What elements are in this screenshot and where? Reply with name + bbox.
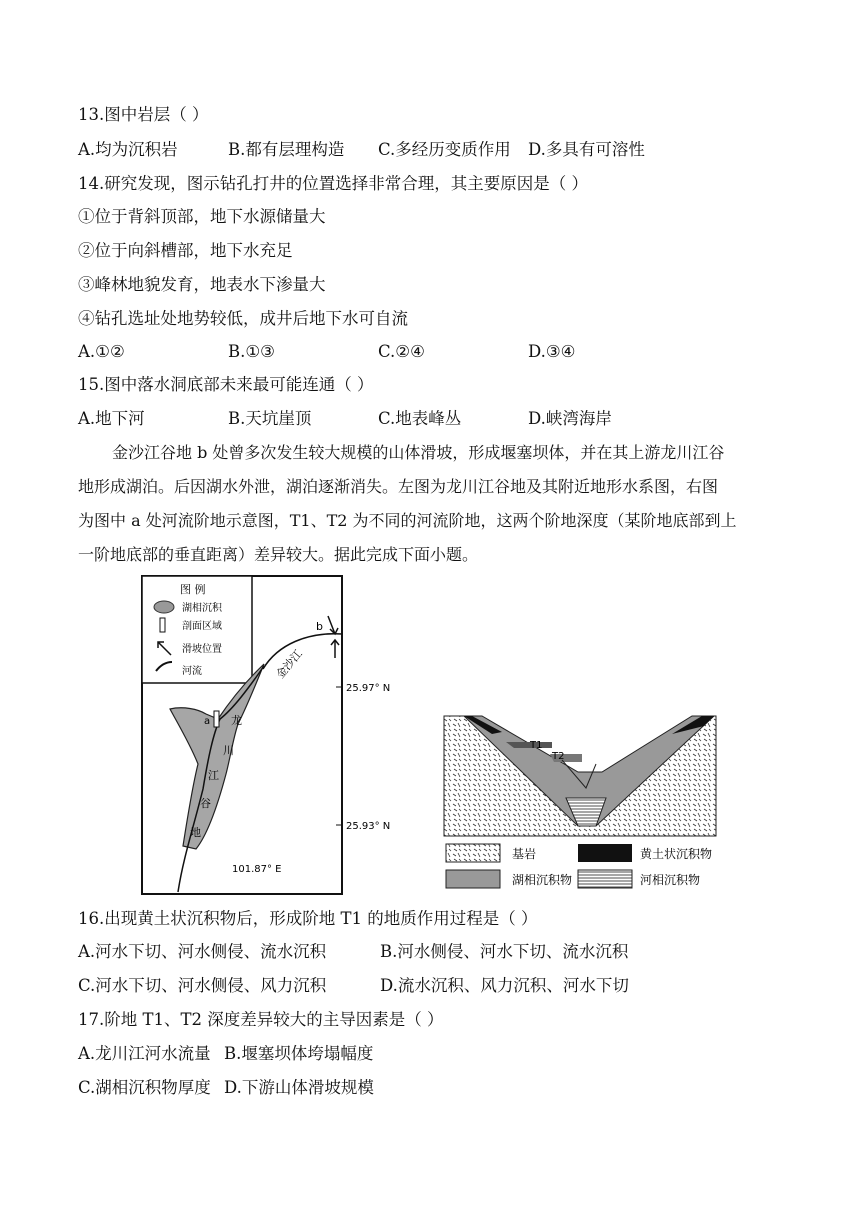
longitude-label: 101.87° E xyxy=(232,864,282,875)
question-16-stem: 16.出现黄土状沉积物后，形成阶地 T1 的地质作用过程是（ ） xyxy=(78,909,538,928)
profile-area-marker xyxy=(214,711,219,727)
q13-option-d[interactable]: D.多具有可溶性 xyxy=(528,140,645,159)
map-legend-item-3: 滑坡位置 xyxy=(182,644,222,655)
q14-statement-4: ④钻孔选址处地势较低，成井后地下水可自流 xyxy=(78,309,408,328)
section-legend-1: 基岩 xyxy=(512,847,537,861)
q16-option-d[interactable]: D.流水沉积、风力沉积、河水下切 xyxy=(380,976,629,995)
bedrock-legend-swatch xyxy=(446,844,500,862)
passage-line-1: 金沙江谷地 b 处曾多次发生较大规模的山体滑坡，形成堰塞坝体，并在其上游龙川江谷 xyxy=(112,443,725,462)
map-legend-title: 图 例 xyxy=(180,583,206,596)
q17-option-c[interactable]: C.湖相沉积物厚度 xyxy=(78,1078,211,1097)
q16-option-c[interactable]: C.河水下切、河水侧侵、风力沉积 xyxy=(78,976,327,995)
loess-legend-swatch xyxy=(578,844,632,862)
q13-option-b[interactable]: B.都有层理构造 xyxy=(228,140,345,159)
lake-sediment-legend-symbol xyxy=(154,601,174,613)
valley-label-char-5: 地 xyxy=(190,826,201,839)
q14-option-a[interactable]: A.①② xyxy=(78,342,125,361)
q15-option-d[interactable]: D.峡湾海岸 xyxy=(528,409,612,428)
valley-map-figure xyxy=(138,574,418,896)
question-17-stem: 17.阶地 T1、T2 深度差异较大的主导因素是（ ） xyxy=(78,1010,444,1029)
q14-option-d[interactable]: D.③④ xyxy=(528,342,576,361)
question-15-stem: 15.图中落水洞底部未来最可能连通（ ） xyxy=(78,375,374,394)
profile-area-legend-symbol xyxy=(160,618,165,632)
q15-option-b[interactable]: B.天坑崖顶 xyxy=(228,409,312,428)
q16-option-a[interactable]: A.河水下切、河水侧侵、流水沉积 xyxy=(78,942,327,961)
point-a-label: a xyxy=(204,716,211,727)
jinsha-river-label: 金沙江 xyxy=(273,647,305,682)
point-b-label: b xyxy=(316,620,323,633)
valley-label-char-1: 龙 xyxy=(231,714,242,727)
q15-option-c[interactable]: C.地表峰丛 xyxy=(378,409,462,428)
q17-option-b[interactable]: B.堰塞坝体垮塌幅度 xyxy=(224,1044,374,1063)
question-13-stem: 13.图中岩层（ ） xyxy=(78,105,209,124)
section-legend-3: 湖相沉积物 xyxy=(512,873,573,887)
q14-statement-1: ①位于背斜顶部，地下水源储量大 xyxy=(78,207,326,226)
passage-line-3: 为图中 a 处河流阶地示意图，T1、T2 为不同的河流阶地，这两个阶地深度（某阶地底部到上 xyxy=(78,511,737,530)
latitude-label-2: 25.93° N xyxy=(346,821,391,832)
section-legend-4: 河相沉积物 xyxy=(640,873,701,887)
passage-line-4: 一阶地底部的垂直距离）差异较大。据此完成下面小题。 xyxy=(78,545,479,564)
valley-label-char-4: 谷 xyxy=(200,797,211,810)
q13-option-a[interactable]: A.均为沉积岩 xyxy=(78,140,178,159)
terrace-t1-label: T1 xyxy=(530,740,543,751)
valley-label-char-2: 川 xyxy=(223,744,234,757)
q14-statement-3: ③峰林地貌发育，地表水下渗量大 xyxy=(78,275,326,294)
q16-option-b[interactable]: B.河水侧侵、河水下切、流水沉积 xyxy=(380,942,629,961)
terrace-t2-label: T2 xyxy=(552,751,565,762)
map-legend-item-2: 剖面区域 xyxy=(182,621,222,632)
terrace-section-figure xyxy=(442,712,742,892)
question-14-stem: 14.研究发现，图示钻孔打井的位置选择非常合理，其主要原因是（ ） xyxy=(78,174,588,193)
section-legend-2: 黄土状沉积物 xyxy=(640,847,713,861)
q14-option-c[interactable]: C.②④ xyxy=(378,342,425,361)
q15-option-a[interactable]: A.地下河 xyxy=(78,409,145,428)
q17-option-a[interactable]: A.龙川江河水流量 xyxy=(78,1044,211,1063)
passage-line-2: 地形成湖泊。后因湖水外泄，湖泊逐渐消失。左图为龙川江谷地及其附近地形水系图，右图 xyxy=(78,477,719,496)
q14-option-b[interactable]: B.①③ xyxy=(228,342,275,361)
map-legend-item-1: 湖相沉积 xyxy=(182,603,222,614)
terrace-t1-surface xyxy=(506,742,552,748)
lake-sediment-legend-swatch xyxy=(446,870,500,888)
valley-label-char-3: 江 xyxy=(208,769,219,782)
q17-option-d[interactable]: D.下游山体滑坡规模 xyxy=(224,1078,374,1097)
latitude-label-1: 25.97° N xyxy=(346,683,391,694)
map-legend-item-4: 河流 xyxy=(182,666,202,677)
q13-option-c[interactable]: C.多经历变质作用 xyxy=(378,140,511,159)
q14-statement-2: ②位于向斜槽部，地下水充足 xyxy=(78,241,293,260)
river-sediment-legend-swatch xyxy=(578,870,632,888)
